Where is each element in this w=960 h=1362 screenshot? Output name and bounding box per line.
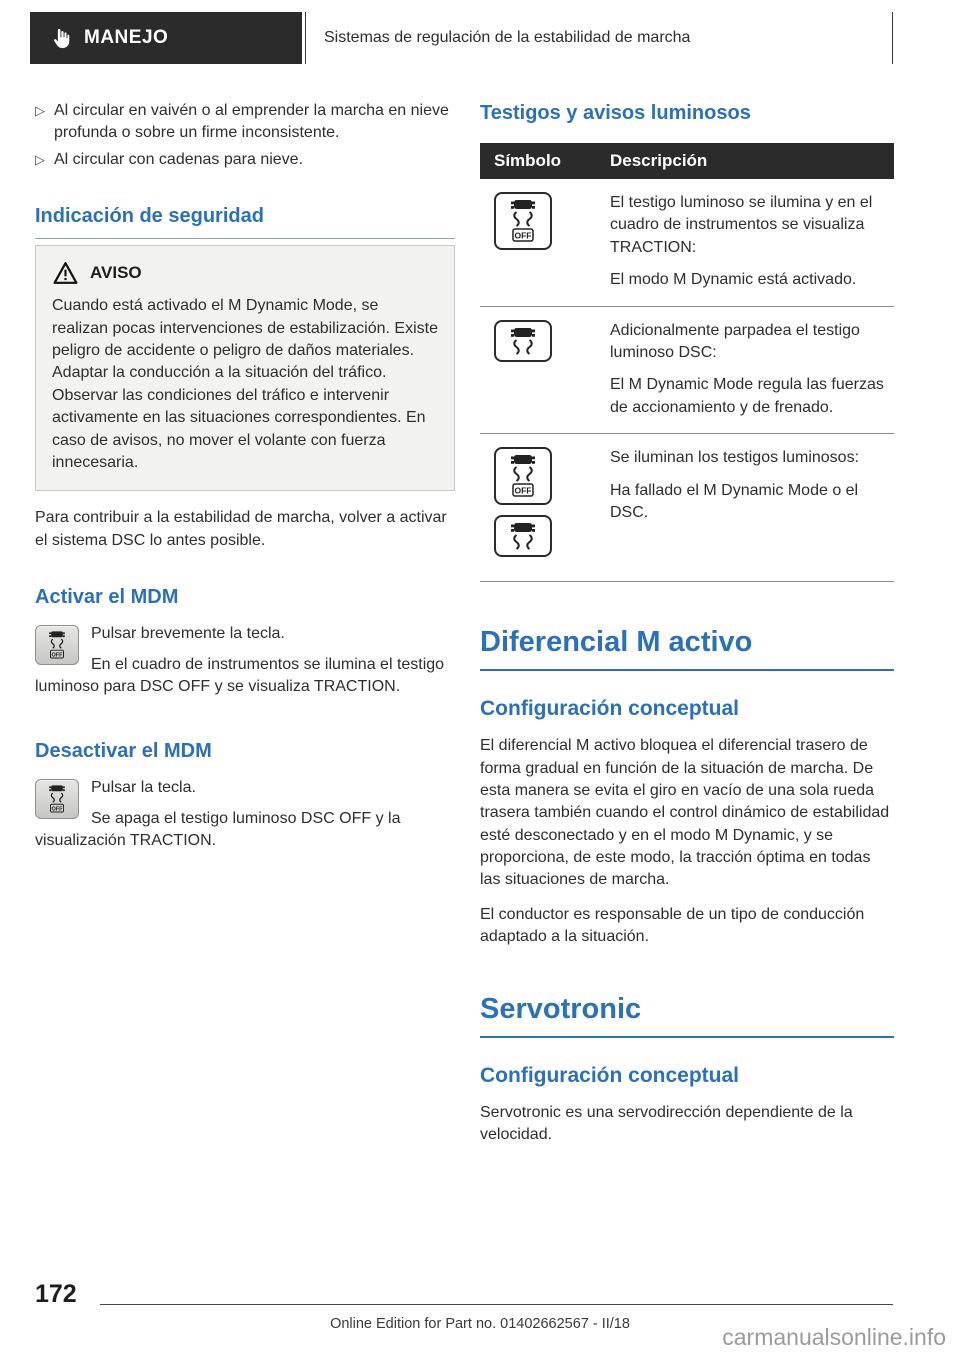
servo-paragraph: Servotronic es una servodirección dependiente de la velocidad. [480,1103,853,1144]
off-label: OFF [514,230,532,241]
bullet-list [35,100,455,171]
dsc-off-indicator-icon [494,447,552,505]
triangle-bullet-icon: ▷ [35,152,45,168]
dsc-indicator-icon [494,515,552,557]
deactivate-result-text: Se apaga el testigo luminoso DSC OFF y la visualización TRACTION. [35,809,401,850]
description-text: El modo M Dynamic está activado. [610,271,857,289]
description-text: Se iluminan los testigos luminosos: [610,449,860,467]
section-title: Sistemas de regulación de la estabilidad de marcha [324,29,691,46]
watermark: carmanualsonline.info [722,1324,946,1350]
description-cell [610,320,894,420]
servotronic-heading: Servotronic [480,993,894,1038]
description-text: El M Dynamic Mode regula las fuerzas de accionamiento y de frenado. [610,376,884,416]
page-number: 172 [35,1280,77,1308]
list-item [35,149,455,171]
dsc-indicator-icon [494,320,552,362]
description-cell [610,447,894,567]
description-cell [610,192,894,292]
stability-paragraph: Para contribuir a la estabilidad de marcha, volver a activar el sistema DSC lo antes posible. [35,509,447,549]
table-row [480,307,894,435]
edition-note: Online Edition for Part no. 01402662567 - II/18 [330,1316,630,1332]
symbol-cell [480,320,610,420]
description-text: Adicionalmente parpadea el testigo luminoso DSC: [610,321,860,361]
mdiff-paragraph: El diferencial M activo bloquea el diferencial trasero de forma gradual en función de la situación de marcha. De esta manera se evita el giro en vacío de una sola rueda trasera también cuando el control dinámico de estabilidad esté desconectado y en el modo M Dynamic, y se proporciona, de este modo, la tracción óptima en todas las situaciones de marcha. [480,737,890,889]
symbol-cell [480,192,610,292]
warning-triangle-icon [52,261,79,285]
table-row [480,434,894,582]
servo-concept-heading: Configuración conceptual [480,1063,740,1087]
activate-result-text: En el cuadro de instrumentos se ilumina el testigo luminoso para DSC OFF y se visualiza TRACTION. [35,655,445,695]
off-label: OFF [514,485,532,496]
dsc-off-indicator-icon [494,192,552,250]
description-text: Ha fallado el M Dynamic Mode o el DSC. [610,481,859,521]
footer-rule [100,1304,893,1305]
mdiff-concept-heading: Configuración conceptual [480,697,740,721]
activate-step-text: Pulsar brevemente la tecla. [91,625,285,643]
table-row [480,179,894,307]
off-label: OFF [51,806,63,813]
safety-heading: Indicación de seguridad [35,205,455,239]
symbol-cell [480,447,610,567]
bullet-text: Al circular en vaivén o al emprender la marcha en nieve profunda o sobre un firme inconsistente. [54,102,449,142]
right-column [480,100,894,1156]
deactivate-mdm-step [35,777,455,860]
mdiff-paragraph: El conductor es responsable de un tipo de conducción adaptado a la situación. [480,905,865,946]
left-column [35,100,455,864]
indicators-heading: Testigos y avisos luminosos [480,102,751,124]
chapter-tab [30,12,302,64]
activate-mdm-heading: Activar el MDM [35,586,179,609]
column-header-descripcion: Descripción [610,151,708,170]
notice-title: AVISO [90,263,142,283]
list-item [35,100,455,144]
deactivate-step-text: Pulsar la tecla. [91,779,196,797]
table-header-row [480,143,894,179]
section-title-box [305,12,893,64]
off-label: OFF [51,652,63,659]
dsc-off-button-icon [35,779,79,819]
description-text: El testigo luminoso se ilumina y en el cuadro de instrumentos se visualiza TRACTION: [610,194,873,256]
notice-header [52,261,438,285]
column-header-simbolo: Símbolo [494,151,562,170]
chapter-label: MANEJO [84,27,169,48]
indicator-table [480,143,894,582]
bullet-text: Al circular con cadenas para nieve. [54,151,304,169]
m-differential-heading: Diferencial M activo [480,626,894,671]
hand-icon [50,27,72,49]
activate-mdm-step [35,623,455,706]
notice-body: Cuando está activado el M Dynamic Mode, se realizan pocas intervenciones de estabilización. Existe peligro de accidente o peligro de daños materiales. Adaptar la conducción a la situación del tráfico. Observar las condiciones del tráfico e intervenir activamente en las situaciones correspondientes. En caso de avisos, no mover el volante con fuerza innecesaria. [52,297,438,471]
notice-box [35,245,455,491]
dsc-off-button-icon [35,625,79,665]
deactivate-mdm-heading: Desactivar el MDM [35,740,212,763]
triangle-bullet-icon: ▷ [35,103,45,118]
